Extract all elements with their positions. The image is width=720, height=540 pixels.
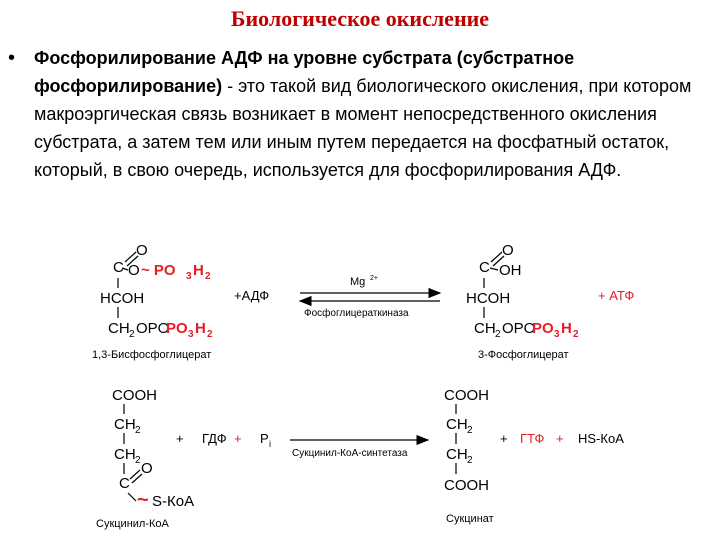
product-name: Сукцинат xyxy=(446,513,494,525)
carbon-label: C xyxy=(119,475,130,492)
svg-text:2: 2 xyxy=(467,455,473,466)
svg-text:H: H xyxy=(193,262,204,279)
svg-text:2: 2 xyxy=(207,329,213,340)
adp-reagent: +АДФ xyxy=(234,288,270,303)
oxygen-label: O xyxy=(141,460,153,477)
hcoh-label: HCOH xyxy=(466,290,511,307)
carbon-label: C xyxy=(113,259,124,276)
oxygen-label: O xyxy=(136,242,148,259)
plus-sign: + xyxy=(500,431,508,446)
svg-text:3: 3 xyxy=(554,329,560,340)
svg-text:2: 2 xyxy=(205,271,211,282)
svg-text:2: 2 xyxy=(573,329,579,340)
enzyme-label-kinase: Фосфоглицераткиназа xyxy=(304,308,409,319)
svg-text:2: 2 xyxy=(467,425,473,436)
ch2-label-1: CH xyxy=(446,416,468,433)
plus-sign: + xyxy=(234,431,242,446)
oxygen-label: O xyxy=(502,242,514,259)
phosphate-reagent: P xyxy=(260,431,269,446)
ch2-label-2: CH xyxy=(114,446,136,463)
ch2-label-2: CH xyxy=(446,446,468,463)
product-name: 3-Фосфоглицерат xyxy=(478,349,569,361)
ester-phosphate-label: OPO xyxy=(502,320,536,337)
plus-sign: + xyxy=(556,431,564,446)
bisphosphoglycerate-structure xyxy=(92,242,213,361)
definition-text: - это такой вид биологического окисления, при котором макроэргическая связь возникает в момент непосредственного окисления субстрата, а затем тем или иным путем передается на фосфатный остаток, который, в свою очередь, используется для фосфорилирования АДФ. xyxy=(34,76,692,180)
ch2-label: CH xyxy=(108,320,130,337)
reaction2-products xyxy=(500,431,624,446)
svg-text:2: 2 xyxy=(135,455,141,466)
svg-text:PO: PO xyxy=(532,320,554,337)
svg-text:H: H xyxy=(561,320,572,337)
gtp-product: ГТФ xyxy=(520,431,545,446)
oxygen-label-2: O xyxy=(128,262,140,279)
svg-text:2: 2 xyxy=(495,329,501,340)
coa-label: S-КoA xyxy=(152,493,195,510)
svg-text:2: 2 xyxy=(135,425,141,436)
thioester-bond: ~ xyxy=(137,489,149,511)
phosphate-subscript: i xyxy=(269,439,271,449)
hcoh-label: HCOH xyxy=(100,290,145,307)
svg-text:PO: PO xyxy=(166,320,188,337)
phosphate-anhydride-label: ~ PO xyxy=(141,262,176,279)
ester-phosphate-label: OPO xyxy=(136,320,170,337)
ch2-label: CH xyxy=(474,320,496,337)
reversible-arrow xyxy=(300,275,440,319)
hydroxyl-label: OH xyxy=(499,262,522,279)
svg-text:3: 3 xyxy=(188,329,194,340)
magnesium-cofactor: Mg xyxy=(350,276,366,288)
reaction2-reagents xyxy=(176,431,271,449)
bullet-marker: • xyxy=(8,47,16,69)
succinyl-coa-structure xyxy=(96,387,194,530)
svg-text:2: 2 xyxy=(129,329,135,340)
magnesium-charge: 2+ xyxy=(370,275,378,282)
carboxyl-label-2: COOH xyxy=(444,477,489,494)
atp-product: + АТФ xyxy=(598,288,635,303)
enzyme-label-synthetase: Сукцинил-КоА-синтетаза xyxy=(292,448,408,459)
carboxyl-label-1: COOH xyxy=(444,387,489,404)
substrate-name: 1,3-Бисфосфоглицерат xyxy=(92,349,212,361)
ch2-label-1: CH xyxy=(114,416,136,433)
gdp-reagent: ГДФ xyxy=(202,431,227,446)
substrate-name: Сукцинил-КоА xyxy=(96,518,169,530)
phosphoglycerate-structure xyxy=(466,242,579,361)
carbon-label: C xyxy=(479,259,490,276)
coa-sh-product: HS-КoA xyxy=(578,431,624,446)
slide-title: Биологическое окисление xyxy=(230,6,490,31)
carboxyl-label: COOH xyxy=(112,387,157,404)
svg-text:H: H xyxy=(195,320,206,337)
svg-text:3: 3 xyxy=(186,271,192,282)
definition-term: Фосфорилирование АДФ на уровне субстрата (субстратное фосфорилирование) xyxy=(34,48,575,96)
forward-arrow xyxy=(290,440,428,459)
plus-sign: + xyxy=(176,431,184,446)
succinate-structure xyxy=(444,387,494,525)
